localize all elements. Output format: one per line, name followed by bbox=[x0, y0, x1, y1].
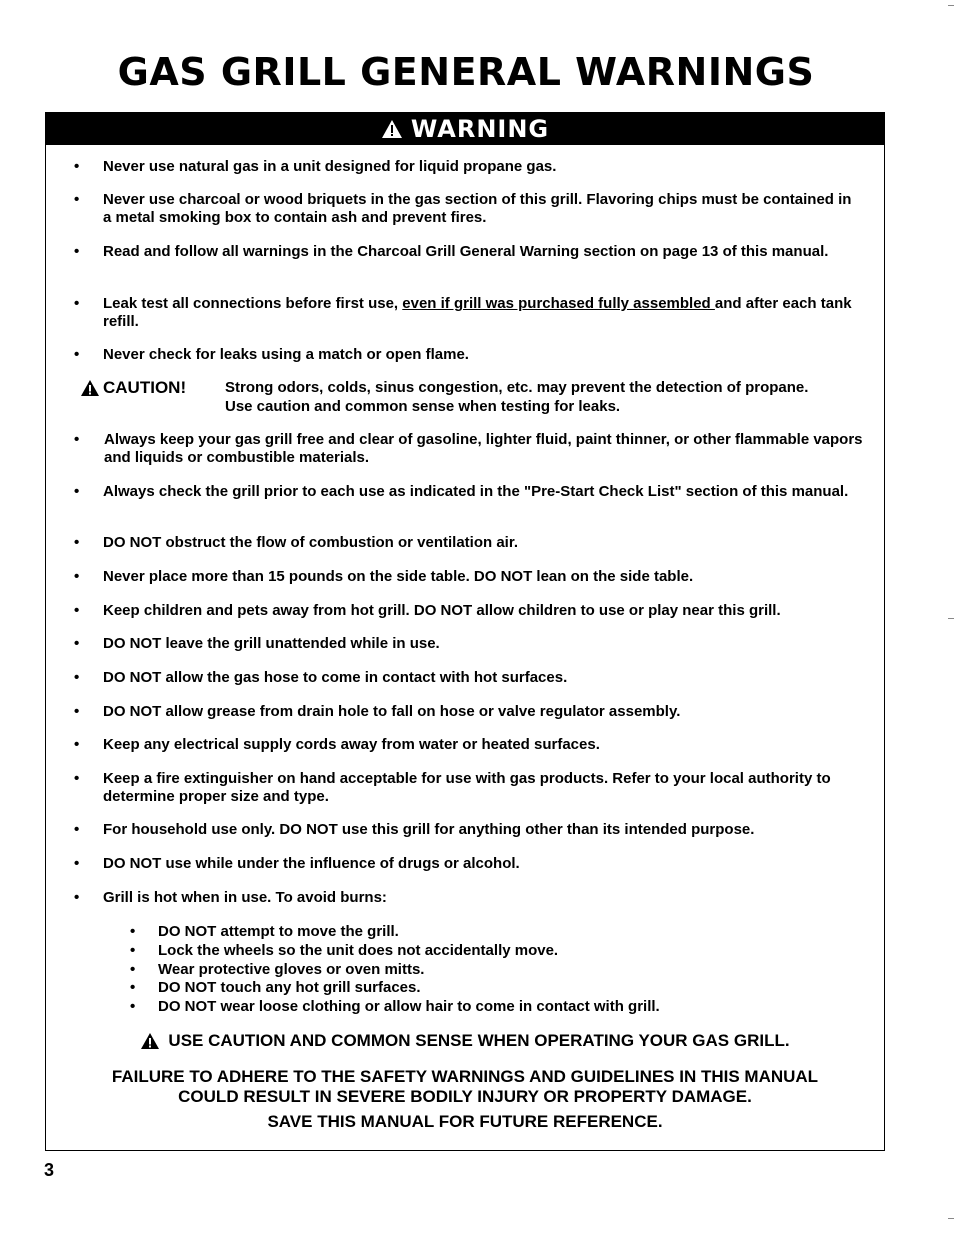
burn-item: DO NOT touch any hot grill surfaces. bbox=[158, 979, 421, 996]
failure-line-1: FAILURE TO ADHERE TO THE SAFETY WARNINGS AND GUIDELINES IN THIS MANUAL bbox=[111, 1067, 819, 1086]
page-title: GAS GRILL GENERAL WARNINGS bbox=[117, 50, 815, 94]
warning-item: DO NOT allow the gas hose to come in contact with hot surfaces. bbox=[103, 669, 568, 686]
warning-item: Keep a fire extinguisher on hand acceptable for use with gas products. Refer to your local authority to determine proper size and type. bbox=[103, 770, 831, 805]
warning-item: DO NOT allow grease from drain hole to fall on hose or valve regulator assembly. bbox=[103, 703, 681, 720]
bullet: • bbox=[74, 431, 80, 448]
page-number: 3 bbox=[44, 1160, 55, 1180]
crop-mark bbox=[948, 1218, 954, 1219]
bullet: • bbox=[74, 855, 80, 872]
warning-item: DO NOT use while under the influence of drugs or alcohol. bbox=[103, 855, 520, 872]
failure-line-2: COULD RESULT IN SEVERE BODILY INJURY OR PROPERTY DAMAGE. bbox=[178, 1087, 752, 1106]
sub-bullet: • bbox=[130, 998, 136, 1015]
use-caution-line bbox=[46, 1031, 884, 1051]
warning-triangle-icon bbox=[80, 379, 100, 397]
save-manual-line: SAVE THIS MANUAL FOR FUTURE REFERENCE. bbox=[267, 1112, 663, 1131]
warning-item: For household use only. DO NOT use this grill for anything other than its intended purpose. bbox=[103, 821, 755, 838]
sub-bullet: • bbox=[130, 942, 136, 959]
warning-item: DO NOT obstruct the flow of combustion or ventilation air. bbox=[103, 534, 519, 551]
use-caution-text: USE CAUTION AND COMMON SENSE WHEN OPERATING YOUR GAS GRILL. bbox=[168, 1031, 790, 1050]
bullet: • bbox=[74, 602, 80, 619]
burn-item: DO NOT attempt to move the grill. bbox=[158, 923, 399, 940]
burn-item: DO NOT wear loose clothing or allow hair to come in contact with grill. bbox=[158, 998, 660, 1015]
burn-item: Lock the wheels so the unit does not accidentally move. bbox=[158, 942, 559, 959]
sub-bullet: • bbox=[130, 979, 136, 996]
warning-item: Never use charcoal or wood briquets in the gas section of this grill. Flavoring chips must be contained in a metal smoking box to contain ash and prevent fires. bbox=[103, 191, 852, 226]
bullet: • bbox=[74, 889, 80, 906]
warning-banner-label: WARNING bbox=[410, 115, 550, 143]
caution-text: Strong odors, colds, sinus congestion, etc. may prevent the detection of propane. Use caution and common sense when testing for leaks. bbox=[225, 379, 809, 415]
bullet: • bbox=[74, 158, 80, 175]
bullet: • bbox=[74, 736, 80, 753]
caution-label bbox=[80, 378, 186, 398]
bullet: • bbox=[74, 635, 80, 652]
warning-item: Never use natural gas in a unit designed for liquid propane gas. bbox=[103, 158, 557, 175]
bullet: • bbox=[74, 770, 80, 787]
bullet: • bbox=[74, 483, 80, 500]
bullet: • bbox=[74, 346, 80, 363]
sub-bullet: • bbox=[130, 923, 136, 940]
crop-mark bbox=[948, 5, 954, 6]
bullet: • bbox=[74, 703, 80, 720]
warning-item: Never check for leaks using a match or open flame. bbox=[103, 346, 469, 363]
bullet: • bbox=[74, 534, 80, 551]
bullet: • bbox=[74, 191, 80, 208]
bullet: • bbox=[74, 821, 80, 838]
sub-bullet: • bbox=[130, 961, 136, 978]
warning-box bbox=[45, 112, 885, 1151]
warning-triangle-icon bbox=[140, 1032, 160, 1050]
warning-banner bbox=[46, 113, 884, 145]
bullet: • bbox=[74, 243, 80, 260]
warning-item: Always check the grill prior to each use as indicated in the "Pre-Start Check List" section of this manual. bbox=[103, 483, 849, 500]
bullet: • bbox=[74, 295, 80, 312]
crop-mark bbox=[948, 618, 954, 619]
warning-item: Keep any electrical supply cords away from water or heated surfaces. bbox=[103, 736, 600, 753]
warning-item: Read and follow all warnings in the Charcoal Grill General Warning section on page 13 of this manual. bbox=[103, 243, 829, 260]
warning-item: Always keep your gas grill free and clear of gasoline, lighter fluid, paint thinner, or other flammable vapors and liquids or combustible materials. bbox=[104, 431, 863, 466]
warning-triangle-icon bbox=[381, 119, 403, 139]
leak-test-text-end: and after each tank refill. bbox=[103, 295, 852, 330]
bullet: • bbox=[74, 568, 80, 585]
burn-item: Wear protective gloves or oven mitts. bbox=[158, 961, 425, 978]
warning-item: Grill is hot when in use. To avoid burns: bbox=[103, 889, 387, 906]
warning-item: DO NOT leave the grill unattended while in use. bbox=[103, 635, 440, 652]
leak-test-text: Leak test all connections before first use, bbox=[103, 295, 403, 312]
bullet: • bbox=[74, 669, 80, 686]
underlined-emphasis: even if grill was purchased fully assembled bbox=[402, 295, 715, 312]
caution-label-text: CAUTION! bbox=[103, 378, 187, 397]
warning-item bbox=[103, 295, 863, 331]
warning-item: Keep children and pets away from hot grill. DO NOT allow children to use or play near this grill. bbox=[103, 602, 781, 619]
warning-item: Never place more than 15 pounds on the side table. DO NOT lean on the side table. bbox=[103, 568, 694, 585]
